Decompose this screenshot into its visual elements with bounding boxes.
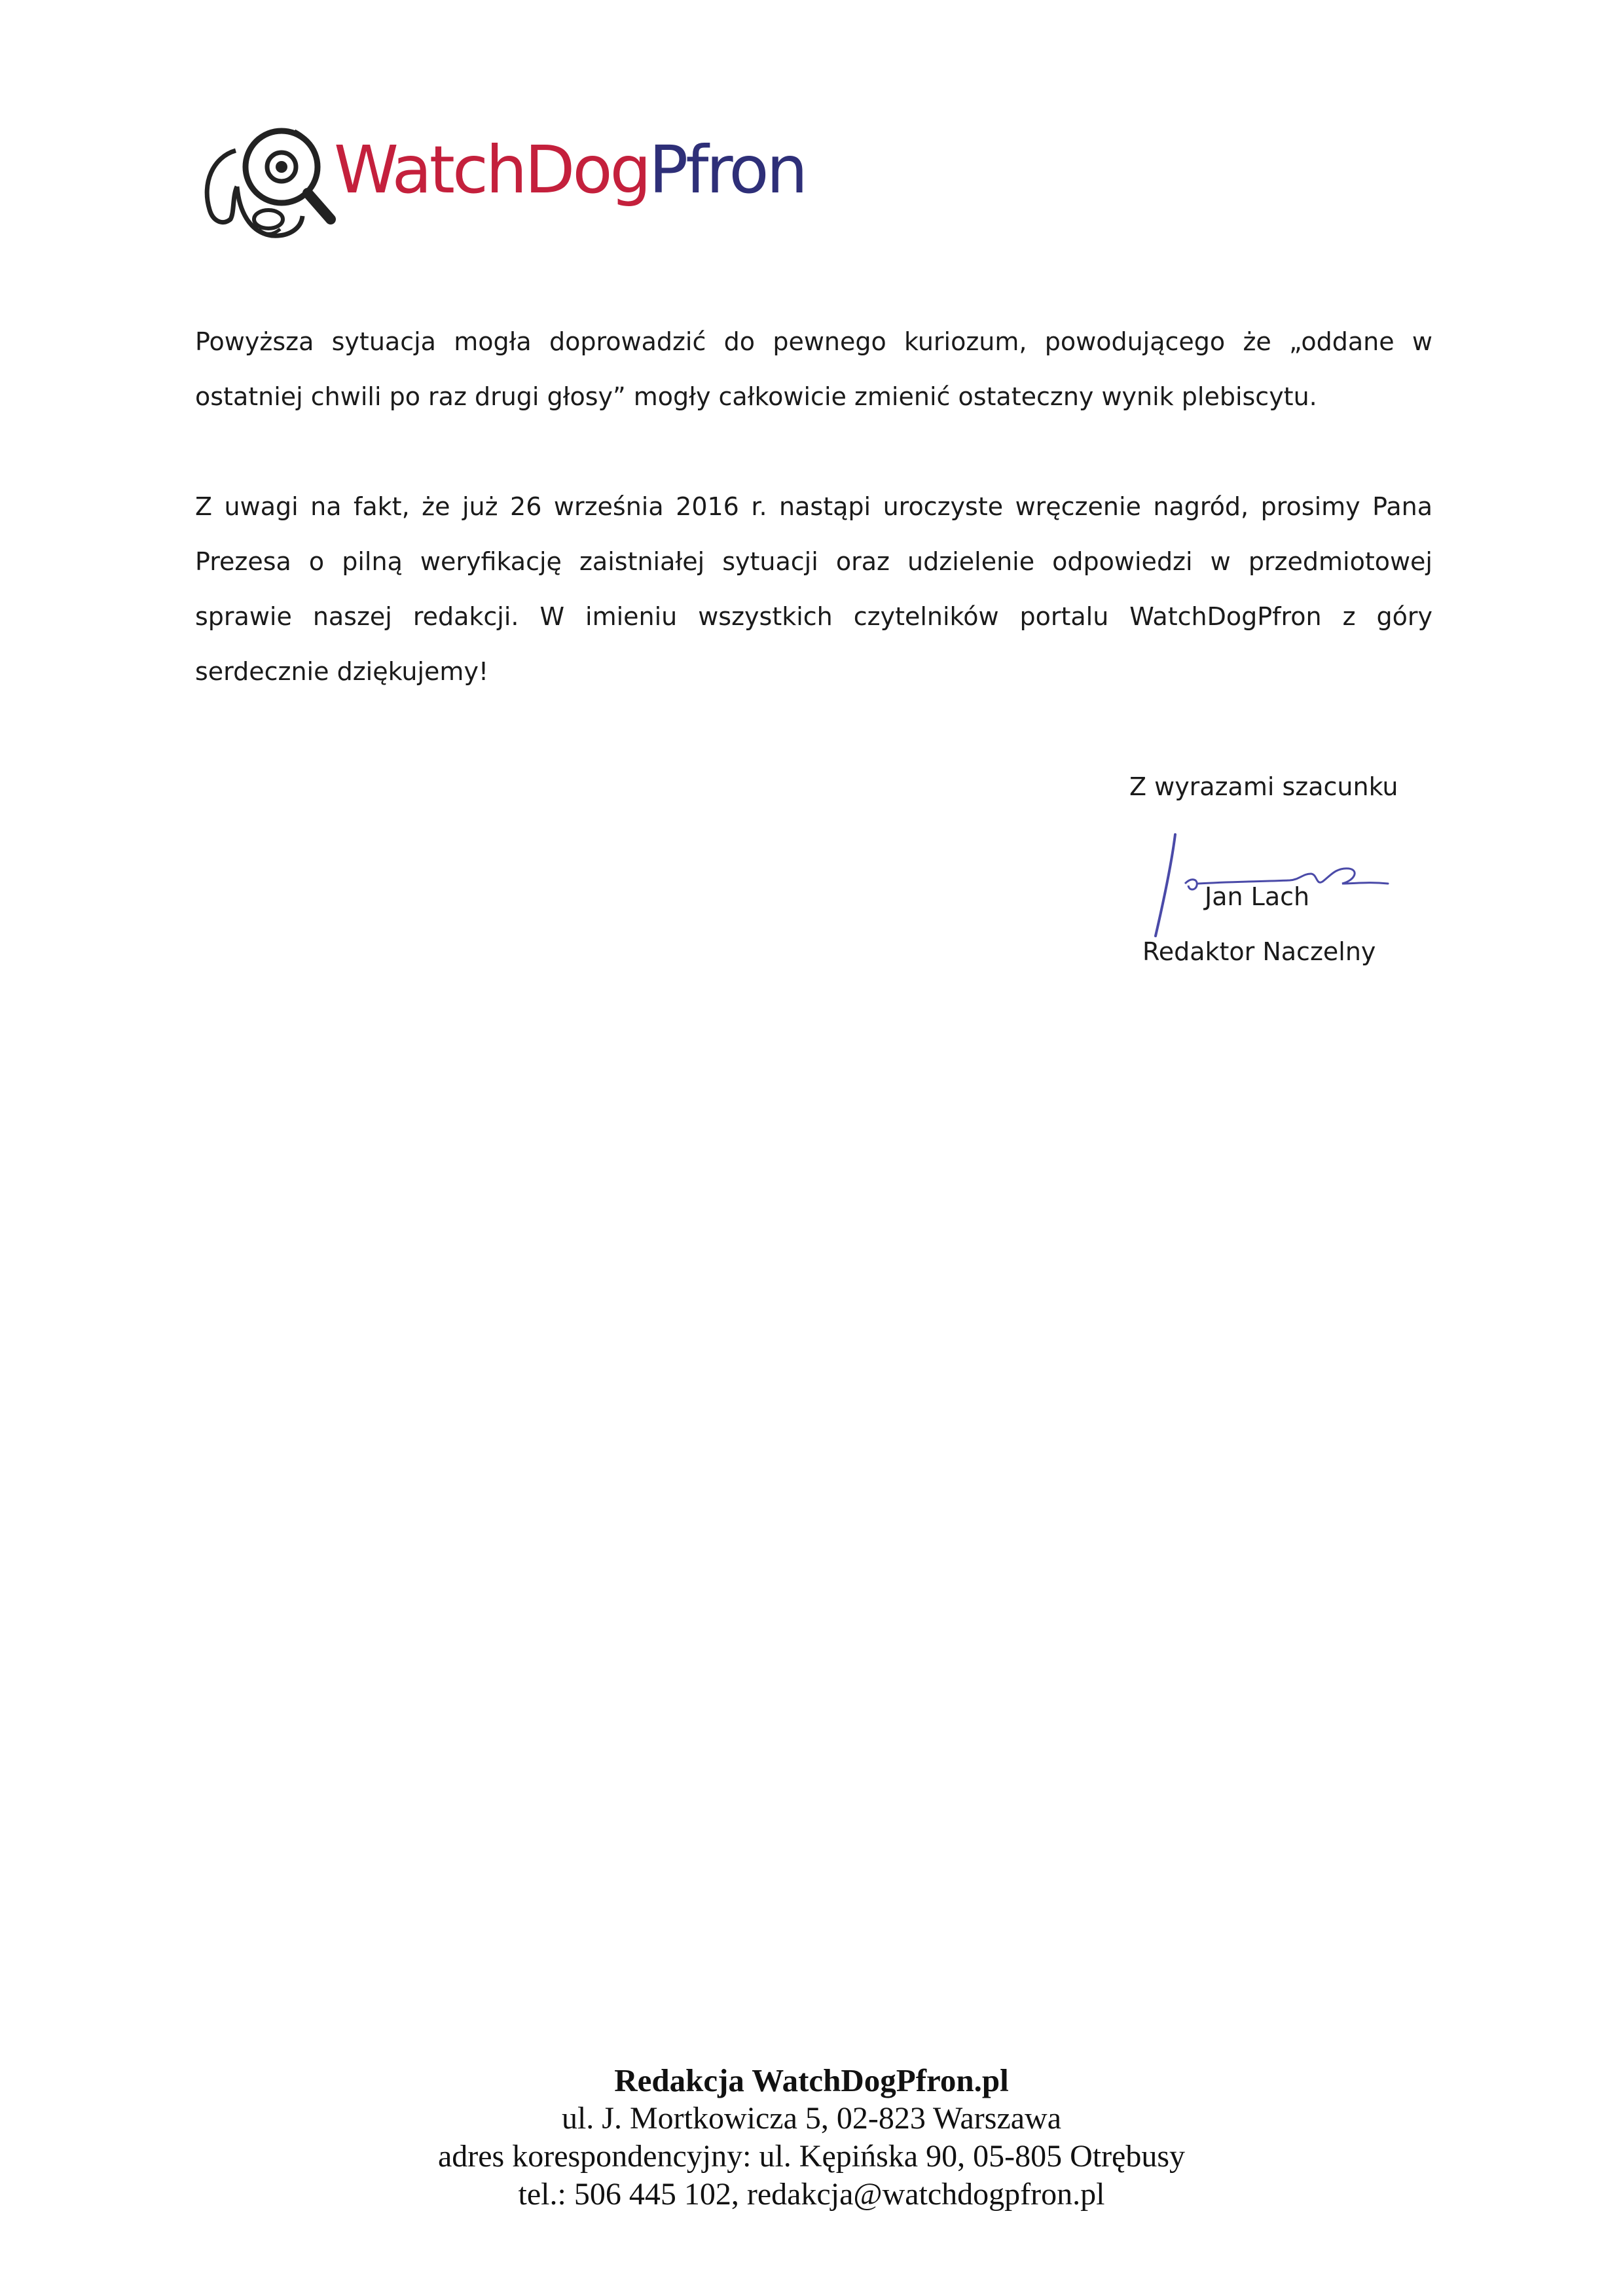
letter-body bbox=[195, 314, 1432, 754]
footer-address: ul. J. Mortkowicza 5, 02-823 Warszawa bbox=[561, 2101, 1062, 2136]
dog-magnifier-icon bbox=[196, 105, 337, 242]
logo-text bbox=[334, 131, 805, 209]
footer bbox=[0, 2062, 1623, 2214]
footer-contact: tel.: 506 445 102, redakcja@watchdogpfron.pl bbox=[518, 2177, 1105, 2212]
signatory-name: Jan Lach bbox=[1205, 882, 1310, 911]
closing-salutation: Z wyrazami szacunku bbox=[1129, 772, 1398, 801]
paragraph-2: Z uwagi na fakt, że już 26 września 2016 r. nastąpi uroczyste wręczenie nagród, prosimy Pana Prezesa o pilną weryfikację zaistniałej sytuacji oraz udzielenie odpowiedzi w przedmiotowej sprawie naszej redakcji. W imieniu wszystkich czytelników portalu WatchDogPfron z góry serdecznie dziękujemy! bbox=[195, 492, 1432, 686]
logo-word-pfron: Pfron bbox=[649, 132, 805, 208]
footer-correspondence: adres korespondencyjny: ul. Kępińska 90, 05-805 Otrębusy bbox=[437, 2139, 1186, 2174]
logo bbox=[196, 105, 805, 242]
logo-word-watchdog: WatchDog bbox=[334, 132, 649, 208]
paragraph-1: Powyższa sytuacja mogła doprowadzić do pewnego kuriozum, powodującego że „oddane w ostatniej chwili po raz drugi głosy” mogły całkowicie zmienić ostateczny wynik plebiscytu. bbox=[195, 327, 1432, 411]
signatory-role: Redaktor Naczelny bbox=[1142, 937, 1376, 966]
footer-title: Redakcja WatchDogPfron.pl bbox=[614, 2062, 1009, 2098]
